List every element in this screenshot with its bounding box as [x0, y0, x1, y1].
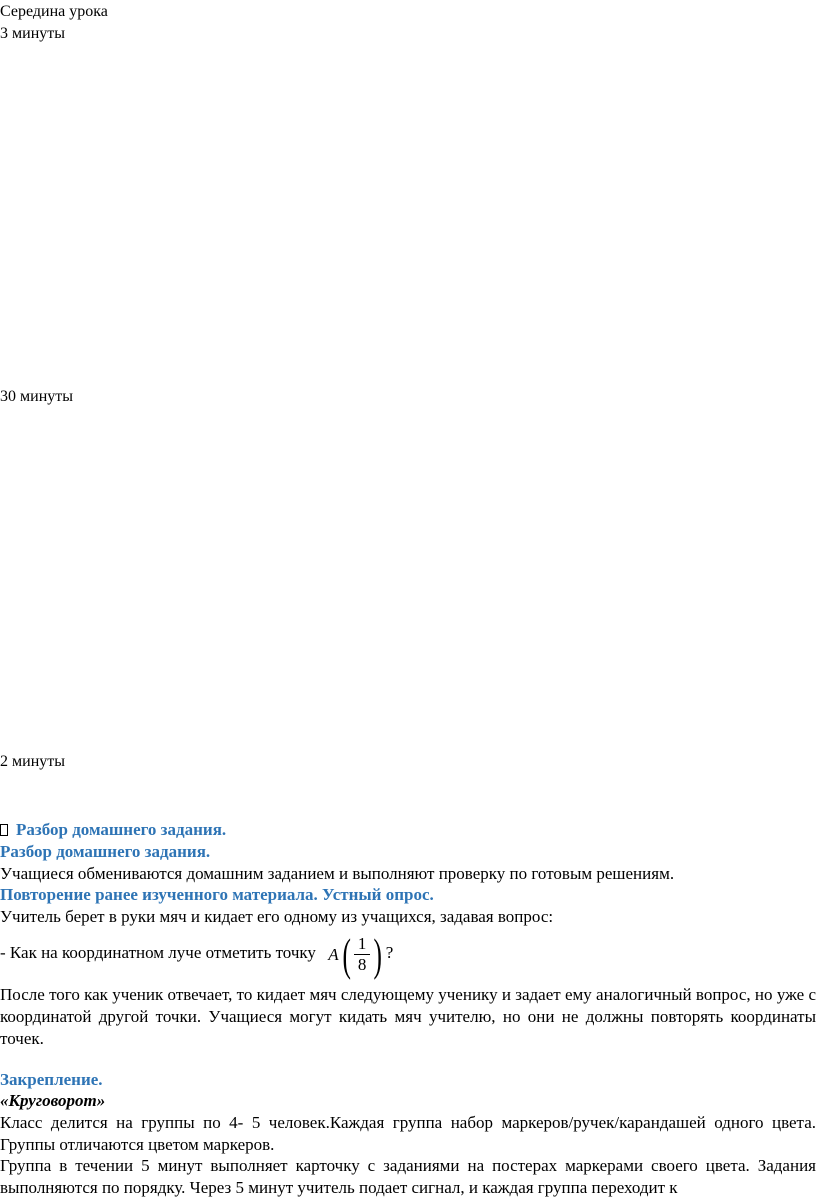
time-label-3min: 3 минуты	[0, 25, 65, 42]
time-label-30min: 30 минуты	[0, 388, 73, 405]
bullet-icon	[0, 824, 8, 836]
left-paren: (	[342, 928, 351, 980]
fraction-numerator: 1	[354, 934, 371, 955]
heading-homework: Разбор домашнего задания.	[0, 842, 211, 861]
right-paren: )	[373, 928, 383, 980]
bullet-heading-text: Разбор домашнего задания.	[16, 820, 227, 839]
bullet-heading	[0, 820, 226, 840]
game-title: «Круговорот»	[0, 1091, 106, 1110]
time-label-2min: 2 минуты	[0, 753, 65, 770]
fraction-denominator: 8	[357, 955, 367, 975]
review-text: Учитель берет в руки мяч и кидает его одному из учащихся, задавая вопрос:	[0, 907, 554, 926]
point-formula	[328, 929, 386, 980]
question-prefix: - Как на координатном луче отметить точку	[0, 943, 316, 962]
point-letter: A	[328, 944, 339, 964]
stage-title: Середина урока	[0, 3, 108, 20]
fraction	[354, 934, 371, 975]
question-line	[0, 928, 393, 978]
ball-paragraph: После того как ученик отвечает, то кидает мяч следующему ученику и задает ему аналогичный вопрос, но уже с координатой другой точки. Учащиеся могут кидать мяч учителю, но они не должны повторять координаты точек.	[0, 985, 816, 1048]
homework-text: Учащиеся обмениваются домашним заданием и выполняют проверку по готовым решениям.	[0, 864, 675, 883]
question-mark: ?	[385, 943, 394, 962]
cards-paragraph: Группа в течении 5 минут выполняет карточку с заданиями на постерах маркерами своего цвета. Задания выполняются по порядку. Через 5 минут учитель подает сигнал, и каждая группа переходит к	[0, 1156, 816, 1197]
heading-review: Повторение ранее изученного материала. Устный опрос.	[0, 885, 434, 904]
heading-fix: Закрепление.	[0, 1070, 103, 1089]
groups-paragraph: Класс делится на группы по 4- 5 человек.Каждая группа набор маркеров/ручек/карандашей одного цвета. Группы отличаются цветом маркеров.	[0, 1113, 816, 1154]
